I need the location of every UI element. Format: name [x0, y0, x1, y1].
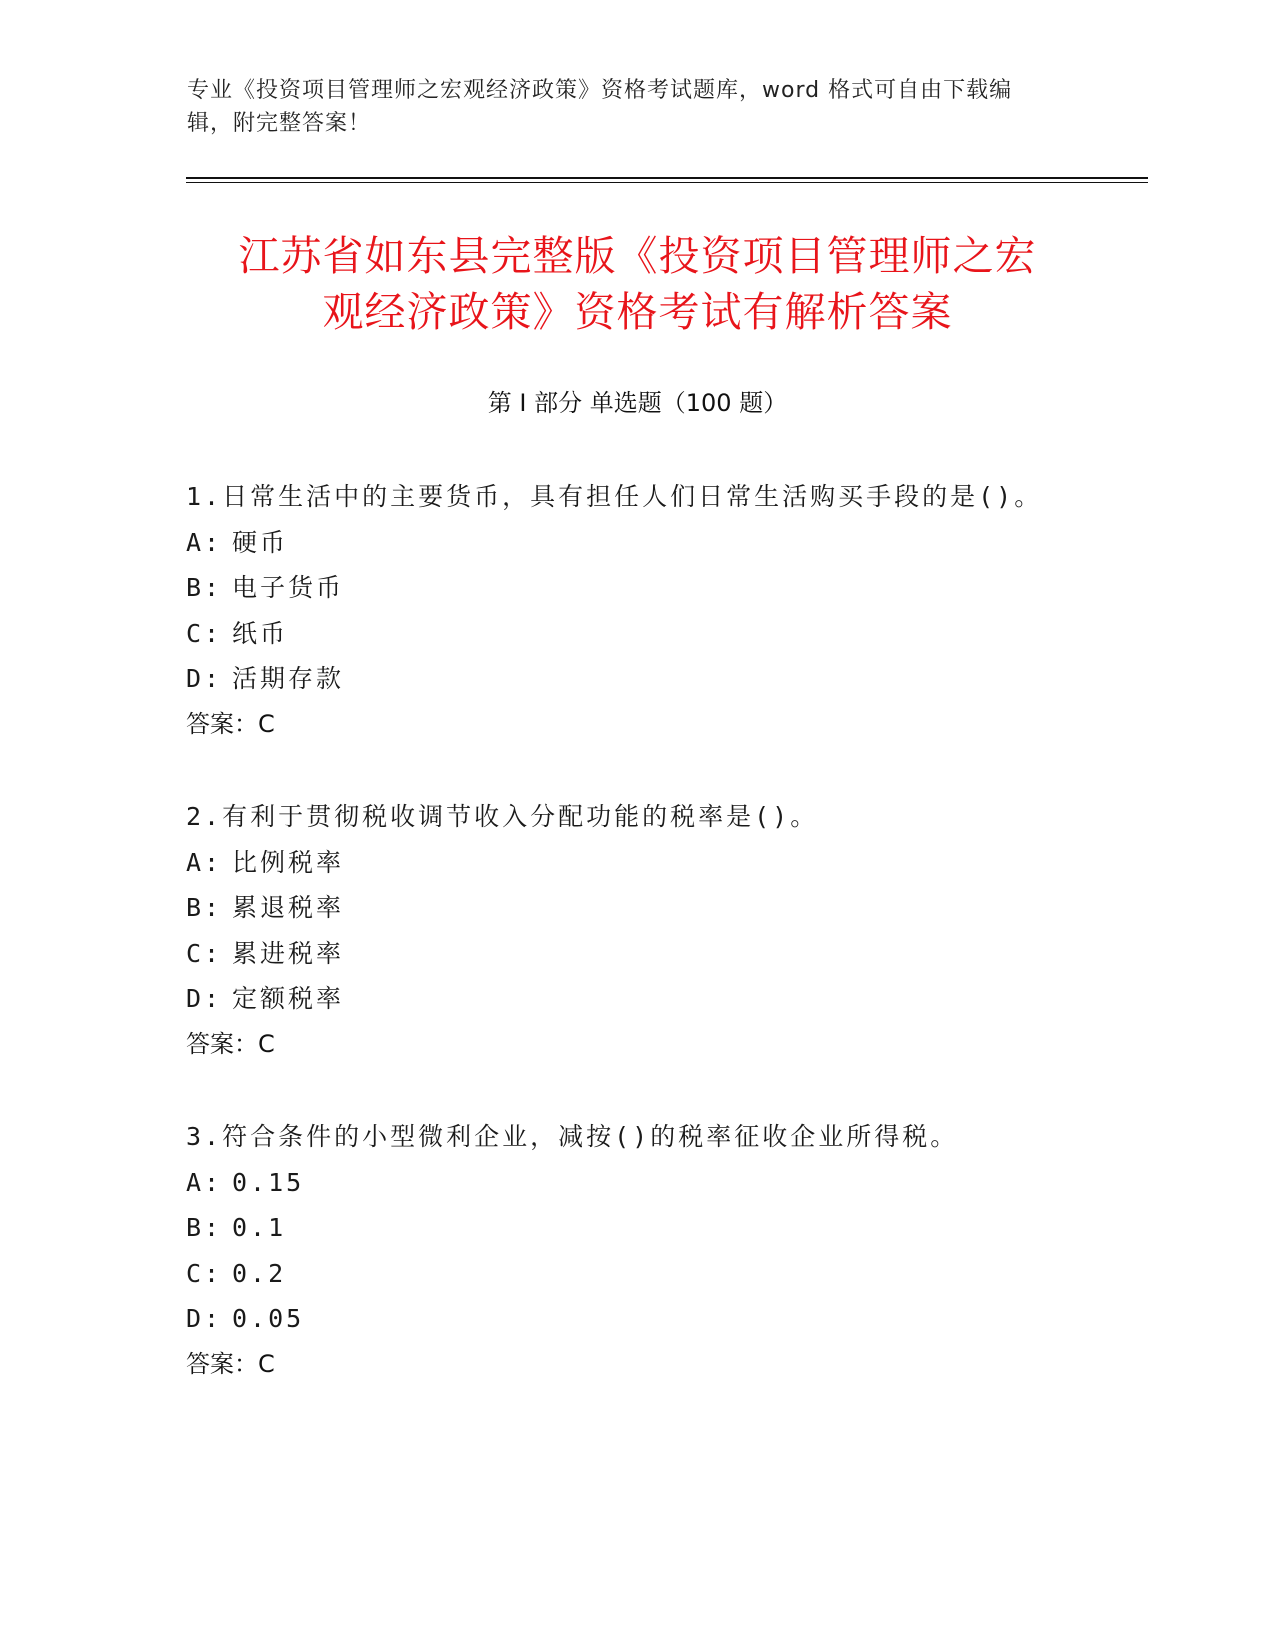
option-a — [186, 1160, 1146, 1206]
option-letter: A: — [186, 847, 223, 877]
header-note-line-2: 辑，附完整答案！ — [187, 111, 372, 136]
option-letter: B: — [186, 1213, 223, 1242]
option-text: 0.1 — [232, 1213, 287, 1242]
document-title-line-1: 江苏省如东县完整版《投资项目管理师之宏 — [238, 232, 1037, 280]
option-b — [186, 885, 1146, 931]
option-text: 累退税率 — [232, 893, 345, 922]
question-stem: 1.日常生活中的主要货币，具有担任人们日常生活购买手段的是()。 — [186, 482, 1043, 511]
option-text: 定额税率 — [232, 984, 345, 1013]
option-b — [186, 1205, 1146, 1251]
answer: 答案：C — [186, 1029, 275, 1058]
option-c — [186, 931, 1146, 977]
option-d — [186, 656, 1146, 702]
option-letter: D: — [186, 1304, 223, 1333]
question-1 — [186, 474, 1146, 747]
option-letter: C: — [186, 938, 223, 968]
option-a — [186, 520, 1146, 566]
answer: 答案：C — [186, 709, 275, 738]
option-text: 比例税率 — [232, 847, 345, 877]
question-stem: 2.有利于贯彻税收调节收入分配功能的税率是()。 — [186, 802, 819, 831]
answer: 答案：C — [186, 1349, 275, 1378]
question-stem: 3.符合条件的小型微利企业，减按()的税率征收企业所得税。 — [186, 1122, 959, 1151]
header-note-line-1: 专业《投资项目管理师之宏观经济政策》资格考试题库，word 格式可自由下载编 — [187, 78, 1013, 103]
option-text: 0.05 — [232, 1304, 305, 1333]
option-letter: A: — [186, 527, 223, 557]
option-d — [186, 1296, 1146, 1342]
option-text: 电子货币 — [232, 573, 345, 602]
question-3 — [186, 1114, 1146, 1387]
header-divider-thin — [186, 182, 1148, 183]
option-text: 0.15 — [232, 1167, 305, 1197]
header-divider-thick — [186, 177, 1148, 179]
option-text: 硬币 — [232, 527, 289, 557]
option-letter: D: — [186, 984, 223, 1013]
option-letter: D: — [186, 664, 223, 693]
option-letter: B: — [186, 573, 223, 602]
question-2 — [186, 794, 1146, 1067]
option-d — [186, 976, 1146, 1022]
document-title-line-2: 观经济政策》资格考试有解析答案 — [322, 288, 953, 336]
document-title — [150, 228, 1125, 340]
option-text: 累进税率 — [232, 938, 345, 968]
option-letter: C: — [186, 1258, 223, 1288]
section-title: 第 I 部分 单选题（100 题） — [487, 389, 788, 417]
option-text: 纸币 — [232, 618, 289, 648]
option-text: 活期存款 — [232, 664, 345, 693]
option-text: 0.2 — [232, 1258, 287, 1288]
option-b — [186, 565, 1146, 611]
question-list — [186, 474, 1146, 1434]
option-a — [186, 840, 1146, 886]
option-letter: C: — [186, 618, 223, 648]
option-c — [186, 1251, 1146, 1297]
option-letter: A: — [186, 1167, 223, 1197]
header-note — [187, 74, 1067, 140]
option-c — [186, 611, 1146, 657]
option-letter: B: — [186, 893, 223, 922]
